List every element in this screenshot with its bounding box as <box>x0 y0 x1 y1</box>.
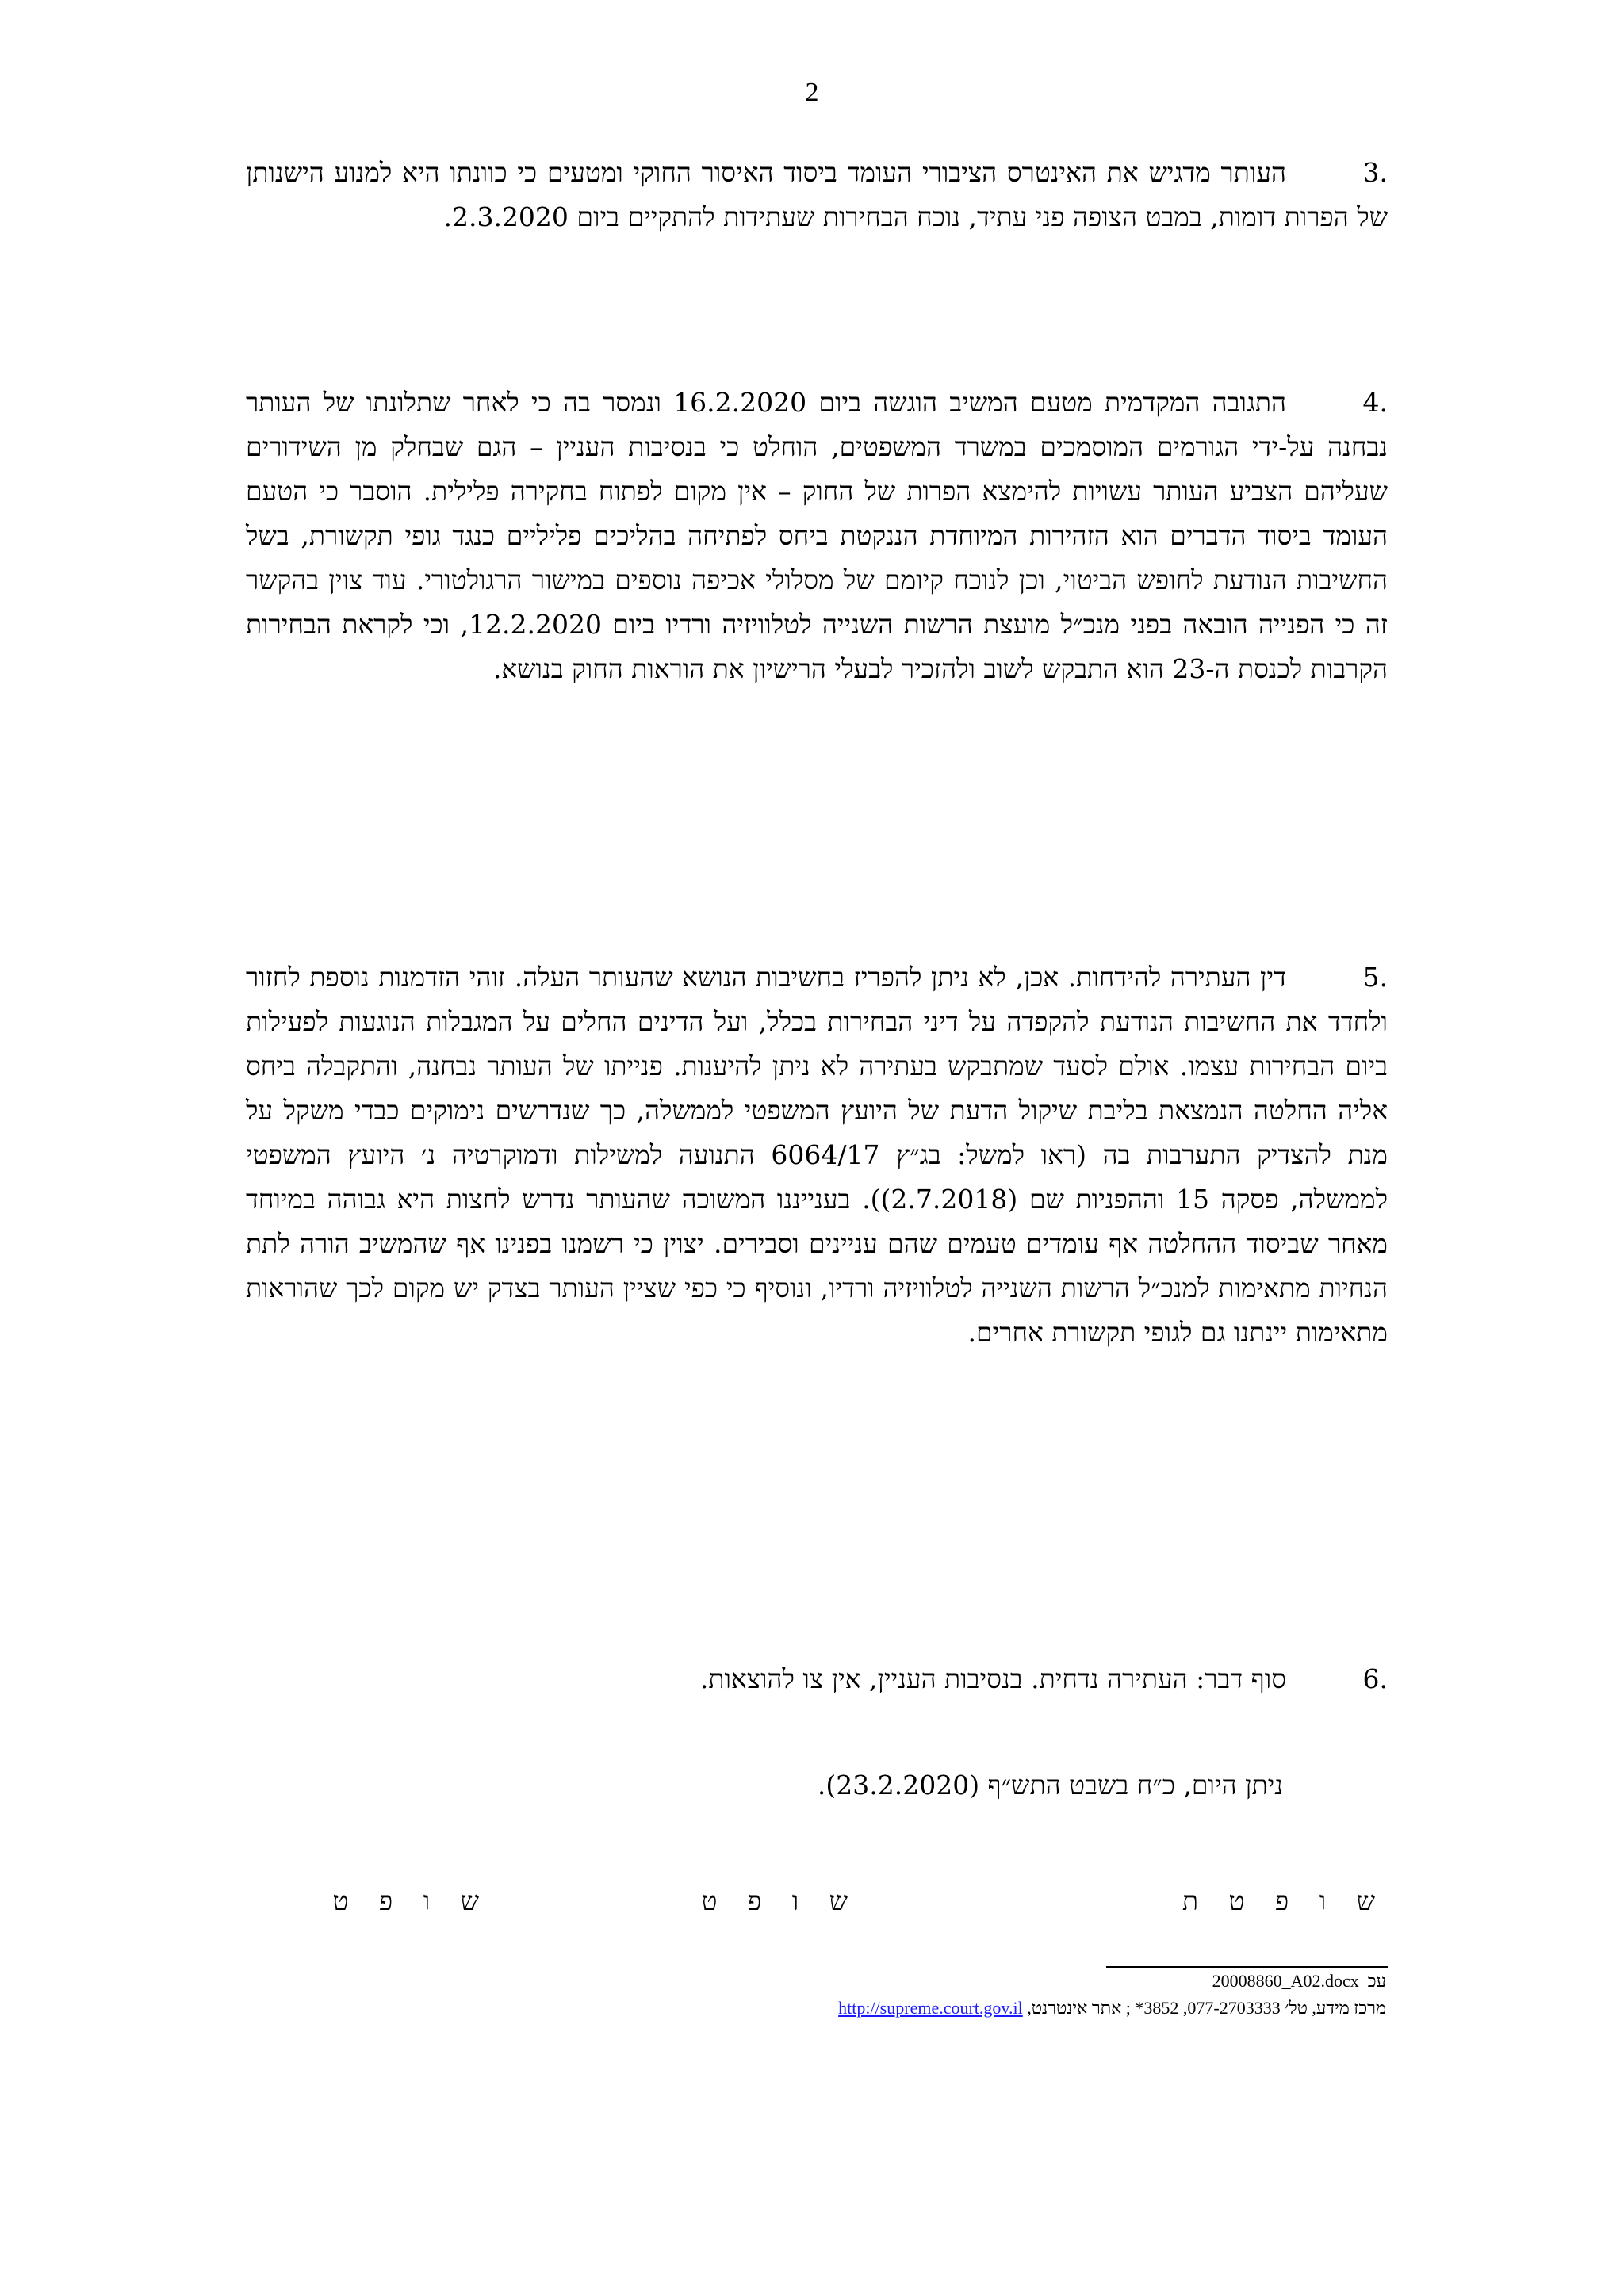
paragraph-text: העותר מדגיש את האינטרס הציבורי העומד ביסוד האיסור החוקי ומטעים כי כוונתו היא למנוע הישנותן של הפרות דומות, במבט הצופה פני עתיד, נוכח הבחירות שעתידות להתקיים ביום 2.3.2020. <box>246 157 1388 232</box>
paragraph-number: .3 <box>1362 157 1388 188</box>
footer-info-line <box>838 1998 1386 2019</box>
paragraph-4 <box>246 381 1388 691</box>
footer-divider <box>1106 1966 1388 1968</box>
paragraph-5 <box>246 955 1388 1355</box>
signature-judge-3: ש ו פ ט <box>332 1885 490 1916</box>
given-date-line: ניתן היום, כ״ח בשבט התש״ף (23.2.2020). <box>817 1770 1283 1800</box>
page-number: 2 <box>805 78 819 107</box>
paragraph-text: דין העתירה להידחות. אכן, לא ניתן להפריז בחשיבות הנושא שהעותר העלה. זוהי הזדמנות נוספת לחזור ולחדד את החשיבות הנודעת להקפדה על דיני הבחירות בכלל, ועל הדינים החלים על המגבלות הנוגעות לפעילות ביום הבחירות עצמו. אולם לסעד שמתבקש בעתירה לא ניתן להיענות. פנייתו של העותר נבחנה, והתקבלה ביחס אליה החלטה הנמצאת בליבת שיקול הדעת של היועץ המשפטי לממשלה, כך שנדרשים נימוקים כבדי משקל על מנת להצדיק התערבות בה (ראו למשל: בג״ץ 6064/17 התנועה למשילות ודמוקרטיה נ׳ היועץ המשפטי לממשלה, פסקה 15 וההפניות שם (2.7.2018)). בענייננו המשוכה שהעותר נדרש לחצות היא גבוהה במיוחד מאחר שביסוד ההחלטה אף עומדים טעמים שהם עניינים וסבירים. יצוין כי רשמנו בפנינו אף שהמשיב הורה לתת הנחיות מתאימות למנכ״ל הרשות השנייה לטלוויזיה ורדיו, ונוסיף כי כפי שציין העותר בצדק יש מקום לכך שהוראות מתאימות יינתנו גם לגופי תקשורת אחרים. <box>246 962 1388 1348</box>
paragraph-number: .6 <box>1362 1663 1388 1694</box>
signature-judge-2: ש ו פ ט <box>701 1885 859 1916</box>
paragraph-number: .4 <box>1362 387 1388 418</box>
paragraph-3 <box>246 151 1388 239</box>
paragraph-number: .5 <box>1362 962 1388 993</box>
footer-filename: 20008860_A02.docx <box>1212 1971 1359 1991</box>
paragraph-6 <box>246 1657 1388 1701</box>
footer-url-link[interactable]: http://supreme.court.gov.il <box>838 1998 1023 2018</box>
paragraph-text: התגובה המקדמית מטעם המשיב הוגשה ביום 16.2.2020 ונמסר בה כי לאחר שתלונתו של העותר נבחנה על-ידי הגורמים המוסמכים במשרד המשפטים, הוחלט כי בנסיבות העניין – הגם שבחלק מן השידורים שעליהם הצביע העותר עשויות להימצא הפרות של החוק – אין מקום לפתוח בחקירה פלילית. הוסבר כי הטעם העומד ביסוד הדברים הוא הזהירות המיוחדת הננקטת ביחס לפתיחה בהליכים פליליים כנגד גופי תקשורת, בשל החשיבות הנודעת לחופש הביטוי, וכן לנוכח קיומם של מסלולי אכיפה נוספים במישור הרגולטורי. עוד צוין בהקשר זה כי הפנייה הובאה בפני מנכ״ל מועצת הרשות השנייה לטלוויזיה ורדיו ביום 12.2.2020, וכי לקראת הבחירות הקרבות לכנסת ה-23 הוא התבקש לשוב ולהזכיר לבעלי הרישיון את הוראות החוק בנושא. <box>246 387 1388 684</box>
paragraph-text: סוף דבר: העתירה נדחית. בנסיבות העניין, אין צו להוצאות. <box>699 1663 1286 1694</box>
footer-file-line <box>1212 1971 1386 1992</box>
footer-initials: עכ <box>1367 1971 1386 1991</box>
footer-info-text: מרכז מידע, טל׳ 077-2703333, 3852* ; אתר אינטרנט, <box>1027 1998 1386 2018</box>
signature-judge-1: ש ו פ ט ת <box>1182 1885 1386 1916</box>
